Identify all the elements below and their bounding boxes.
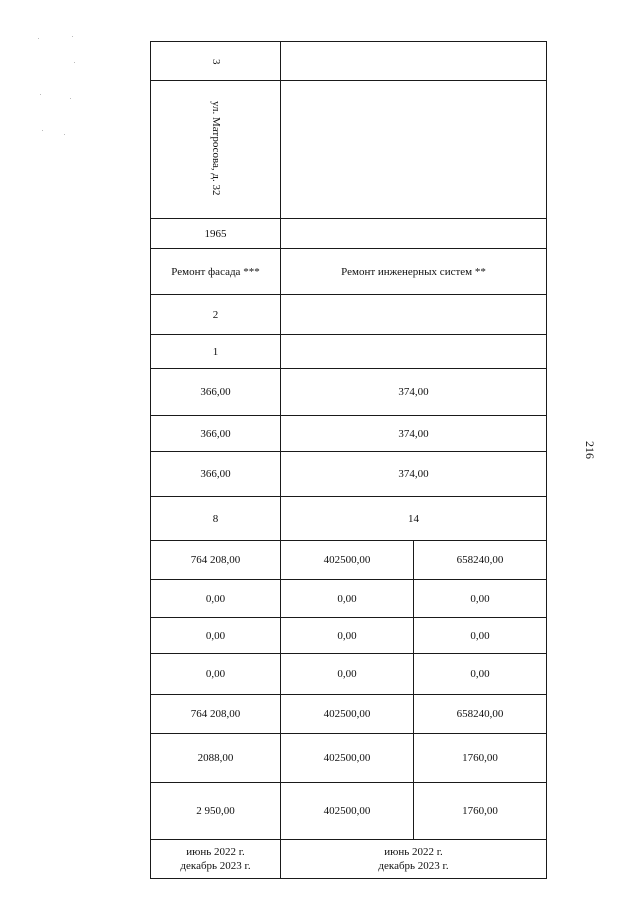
facade-value: 764 208,00 bbox=[151, 541, 281, 580]
engineering-value: 14 bbox=[281, 497, 547, 541]
facade-value: 2088,00 bbox=[151, 734, 281, 783]
facade-value: 0,00 bbox=[151, 618, 281, 654]
table-row bbox=[151, 42, 547, 81]
table-row bbox=[151, 219, 547, 249]
table-row bbox=[151, 295, 547, 335]
engineering-value: 374,00 bbox=[281, 369, 547, 416]
engineering-value-b: 0,00 bbox=[414, 618, 547, 654]
table-row bbox=[151, 249, 547, 295]
empty-cell bbox=[281, 81, 547, 219]
table-row bbox=[151, 783, 547, 840]
facade-value: 366,00 bbox=[151, 416, 281, 452]
row-cell: 1 bbox=[151, 335, 281, 369]
empty-cell bbox=[281, 42, 547, 81]
table-row bbox=[151, 580, 547, 618]
address: ул. Матросова, д. 32 bbox=[210, 100, 222, 196]
engineering-value-b: 0,00 bbox=[414, 580, 547, 618]
table-row bbox=[151, 840, 547, 879]
engineering-value-a: 402500,00 bbox=[281, 695, 414, 734]
repair-cost-table bbox=[150, 41, 547, 879]
empty-cell bbox=[281, 219, 547, 249]
engineering-value-b: 658240,00 bbox=[414, 541, 547, 580]
empty-cell bbox=[281, 335, 547, 369]
facade-value: 366,00 bbox=[151, 452, 281, 497]
table-row bbox=[151, 369, 547, 416]
table-row bbox=[151, 452, 547, 497]
engineering-period bbox=[281, 840, 547, 879]
engineering-value-a: 0,00 bbox=[281, 580, 414, 618]
table-row bbox=[151, 81, 547, 219]
engineering-value-a: 0,00 bbox=[281, 654, 414, 695]
engineering-period-end: декабрь 2023 г. bbox=[378, 860, 449, 872]
facade-value: 764 208,00 bbox=[151, 695, 281, 734]
facade-value: 0,00 bbox=[151, 580, 281, 618]
empty-cell bbox=[281, 295, 547, 335]
table-row bbox=[151, 695, 547, 734]
engineering-value-b: 658240,00 bbox=[414, 695, 547, 734]
engineering-repair-header: Ремонт инженерных систем ** bbox=[281, 249, 547, 295]
engineering-value: 374,00 bbox=[281, 452, 547, 497]
facade-value: 8 bbox=[151, 497, 281, 541]
table-row bbox=[151, 618, 547, 654]
engineering-value-a: 402500,00 bbox=[281, 541, 414, 580]
table-row bbox=[151, 335, 547, 369]
engineering-value-b: 1760,00 bbox=[414, 783, 547, 840]
table-row bbox=[151, 734, 547, 783]
engineering-value-a: 402500,00 bbox=[281, 734, 414, 783]
facade-value: 366,00 bbox=[151, 369, 281, 416]
facade-period bbox=[151, 840, 281, 879]
table-row bbox=[151, 497, 547, 541]
facade-period-start: июнь 2022 г. bbox=[186, 846, 245, 858]
facade-value: 2 950,00 bbox=[151, 783, 281, 840]
engineering-value-b: 1760,00 bbox=[414, 734, 547, 783]
engineering-value-a: 0,00 bbox=[281, 618, 414, 654]
column-number-cell bbox=[151, 42, 281, 81]
table-row bbox=[151, 654, 547, 695]
engineering-period-start: июнь 2022 г. bbox=[384, 846, 443, 858]
table-row bbox=[151, 541, 547, 580]
table-row bbox=[151, 416, 547, 452]
engineering-value: 374,00 bbox=[281, 416, 547, 452]
row-cell: 2 bbox=[151, 295, 281, 335]
engineering-value-b: 0,00 bbox=[414, 654, 547, 695]
facade-value: 0,00 bbox=[151, 654, 281, 695]
facade-repair-header: Ремонт фасада *** bbox=[151, 249, 281, 295]
year-cell: 1965 bbox=[151, 219, 281, 249]
address-cell bbox=[151, 81, 281, 219]
engineering-value-a: 402500,00 bbox=[281, 783, 414, 840]
column-number: 3 bbox=[210, 58, 222, 64]
scan-specks bbox=[34, 34, 78, 144]
facade-period-end: декабрь 2023 г. bbox=[180, 860, 251, 872]
page-number: 216 bbox=[583, 441, 597, 459]
